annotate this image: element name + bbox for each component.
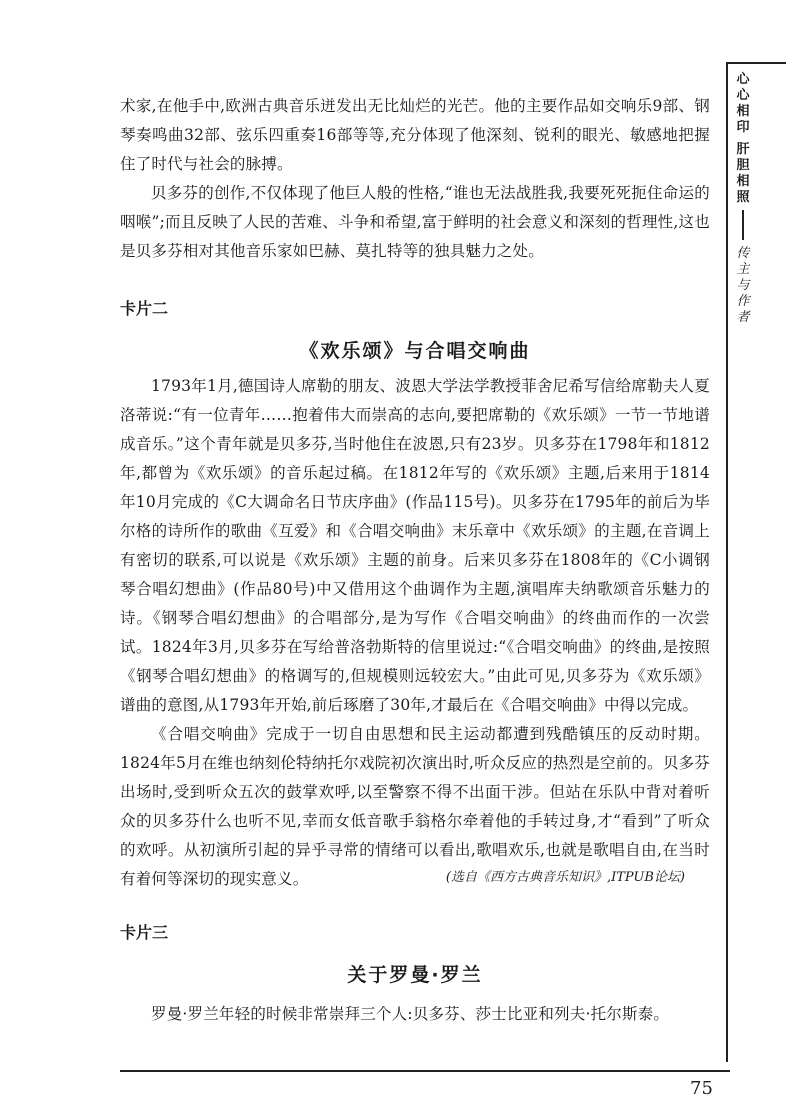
side-subtitle: 传主与作者 xyxy=(736,246,750,325)
card2-source: (选自《西方古典音乐知识》,ITPUB论坛) xyxy=(445,870,685,885)
card2-paragraph: 《合唱交响曲》完成于一切自由思想和民主运动都遭到残酷镇压的反动时期。1824年5月在维也纳刻伦特纳托尔戏院初次演出时,听众反应的热烈是空前的。贝多芬出场时,受到听众五次的鼓掌欢呼,以至警察不得不出面干涉。但站在乐队中背对着听众的贝多芬什么也听不见,幸而女低音歌手翁格尔牵着他的手转过身,才“看到”了听众的欢呼。从初演所引起的异乎寻常的情绪可以看出,歌唱欢乐,也就是歌唱自由,在当时有着何等深切的现实意义。 xyxy=(120,725,710,888)
series-title: 心心相印 xyxy=(736,72,750,135)
card2-title: 《欢乐颂》与合唱交响曲 xyxy=(299,340,531,362)
volume-title: 肝胆相照 xyxy=(736,142,750,205)
footer-rule xyxy=(120,1070,730,1072)
card2-paragraph: 1793年1月,德国诗人席勒的朋友、波恩大学法学教授菲舍尼希写信给席勒夫人夏洛蒂说:“有一位青年……抱着伟大而崇高的志向,要把席勒的《欢乐颂》一节一节地谱成音乐。”这个青年就是贝多芬,当时他住在波恩,只有23岁。贝多芬在1798年和1812年,都曾为《欢乐颂》的音乐起过稿。在1812年写的《欢乐颂》主题,后来用于1814年10月完成的《C大调命名日节庆序曲》(作品115号)。贝多芬在1795年的前后为毕尔格的诗所作的歌曲《互爱》和《合唱交响曲》末乐章中《欢乐颂》的主题,在音调上有密切的联系,可以说是《欢乐颂》主题的前身。后来贝多芬在1808年的《C小调钢琴合唱幻想曲》(作品80号)中又借用这个曲调作为主题,演唱库夫纳歌颂音乐魅力的诗。《钢琴合唱幻想曲》的合唱部分,是为写作《合唱交响曲》的终曲而作的一次尝试。1824年3月,贝多芬在写给普洛勃斯特的信里说过:“《合唱交响曲》的终曲,是按照《钢琴合唱幻想曲》的格调写的,但规模则远较宏大。”由此可见,贝多芬为《欢乐颂》谱曲的意图,从1793年开始,前后琢磨了30年,才最后在《合唱交响曲》中得以完成。 xyxy=(120,377,710,714)
page-number: 75 xyxy=(690,1078,713,1099)
card2-label: 卡片二 xyxy=(120,299,169,318)
side-rail xyxy=(726,62,730,1062)
intro-paragraph: 贝多芬的创作,不仅体现了他巨人般的性格,“谁也无法战胜我,我要死死扼住命运的咽喉”;而且反映了人民的苦难、斗争和希望,富于鲜明的社会意义和深刻的哲理性,这也是贝多芬相对其他音乐家如巴赫、莫扎特等的独具魅力之处。 xyxy=(120,184,710,260)
rail-top-line xyxy=(726,62,786,64)
card2-text xyxy=(120,372,710,894)
card3-text xyxy=(120,1000,710,1029)
card3-paragraph: 罗曼·罗兰年轻的时候非常崇拜三个人:贝多芬、莎士比亚和列夫·托尔斯泰。 xyxy=(151,1005,670,1023)
card3-label: 卡片三 xyxy=(120,923,169,942)
side-divider xyxy=(742,210,744,240)
rail-vertical-line xyxy=(726,62,728,1062)
card3-title: 关于罗曼·罗兰 xyxy=(347,964,483,986)
intro-text xyxy=(120,92,710,266)
intro-paragraph: 术家,在他手中,欧洲古典音乐迸发出无比灿烂的光芒。他的主要作品如交响乐9部、钢琴奏鸣曲32部、弦乐四重奏16部等等,充分体现了他深刻、锐利的眼光、敏感地把握住了时代与社会的脉搏。 xyxy=(120,97,710,173)
